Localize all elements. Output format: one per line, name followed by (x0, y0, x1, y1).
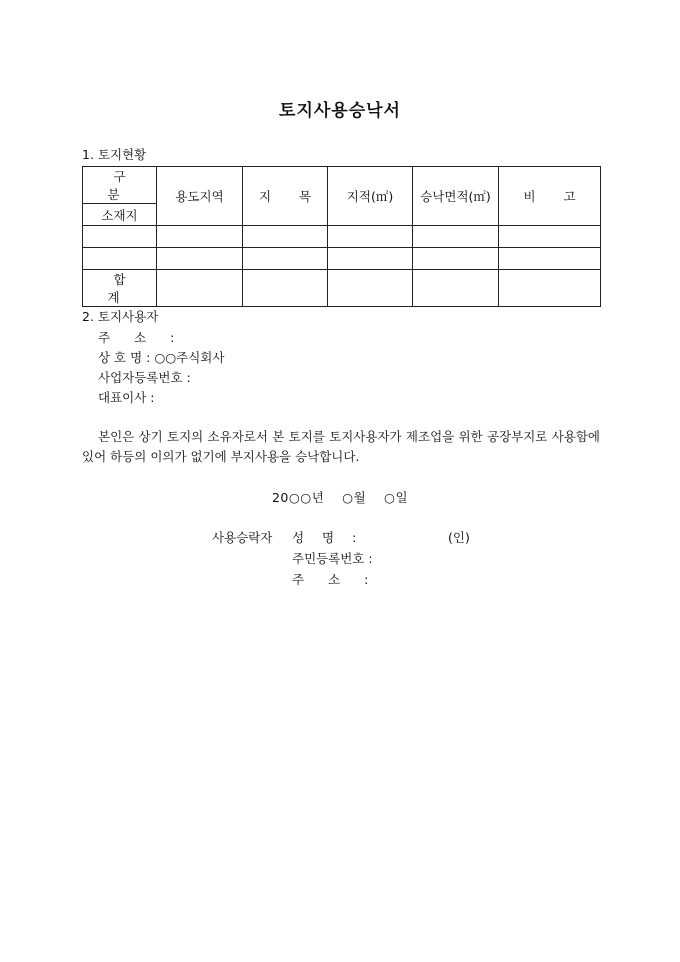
signer-name-label: 성 명 : (292, 530, 357, 545)
user-address-label: 주 소 : (98, 330, 175, 345)
header-approved-area: 승낙면적(㎡) (413, 167, 499, 226)
header-zoning: 용도지역 (157, 167, 243, 226)
header-remarks: 비 고 (499, 167, 601, 226)
header-location: 소재지 (83, 204, 157, 226)
document-date: 20○○년 ○월 ○일 (271, 490, 409, 505)
document-title: 토지사용승낙서 (279, 101, 401, 121)
user-ceo-label: 대표이사 : (98, 390, 155, 405)
land-status-table (82, 166, 601, 307)
signer-address-label: 주 소 : (292, 572, 369, 587)
section1-heading: 1. 토지현황 (82, 147, 147, 162)
header-category: 구 분 (83, 167, 157, 204)
signer-id-label: 주민등록번호 : (292, 551, 373, 566)
consent-statement: 본인은 상기 토지의 소유자로서 본 토지를 토지사용자가 제조업을 위한 공장부지로 사용함에 있어 하등의 이의가 없기에 부지사용을 승낙합니다. (82, 429, 600, 464)
header-area: 지적(㎡) (328, 167, 413, 226)
table-row (83, 248, 601, 270)
signer-role: 사용승락자 (212, 530, 273, 545)
user-company-label: 상 호 명 : ○○주식회사 (98, 350, 225, 365)
header-land-category: 지 목 (243, 167, 328, 226)
table-row (83, 226, 601, 248)
section2-heading: 2. 토지사용자 (82, 309, 159, 324)
total-label: 합 계 (83, 270, 157, 307)
user-biz-reg-label: 사업자등록번호 : (98, 370, 191, 385)
total-row (83, 270, 601, 307)
signer-seal: (인) (448, 530, 470, 545)
